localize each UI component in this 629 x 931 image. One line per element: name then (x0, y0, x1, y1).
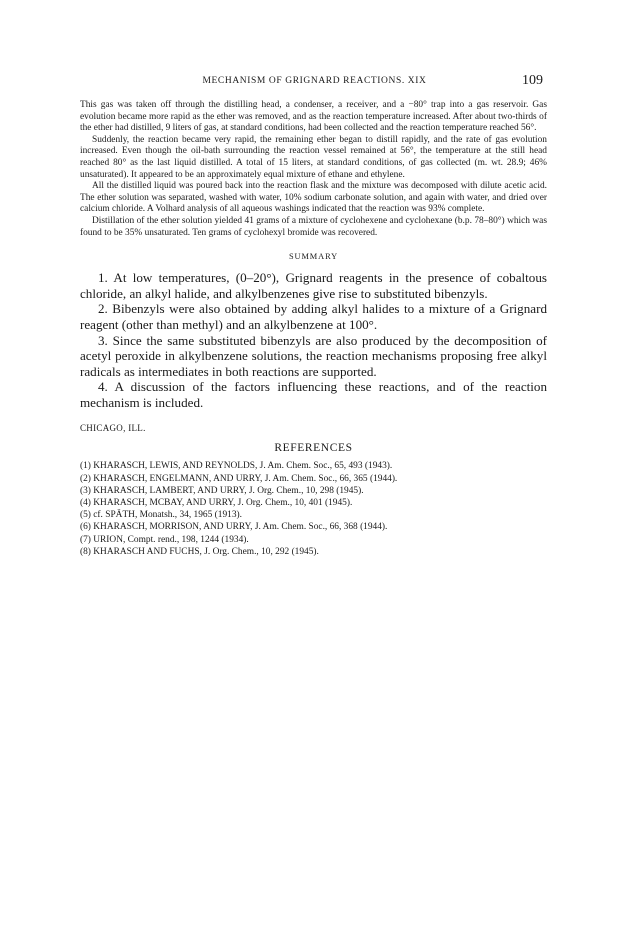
experimental-paragraph: This gas was taken off through the distilling head, a condenser, a receiver, and a −80° trap into a gas reservoir. Gas evolution became more rapid as the ether was removed, and as the reaction temperature increased. After about two-thirds of the ether had distilled, 9 liters of gas, at standard conditions, had been collected and the reaction temperature reached 56°. (80, 100, 547, 134)
reference-item: (4) KHARASCH, MCBAY, AND URRY, J. Org. Chem., 10, 401 (1945). (80, 498, 353, 509)
references-heading: REFERENCES (274, 442, 353, 455)
reference-item: (7) URION, Compt. rend., 198, 1244 (1934). (80, 534, 249, 545)
experimental-paragraph: Suddenly, the reaction became very rapid, the remaining ether began to distill rapidly, and the rate of gas evolution increased. Even though the oil-bath surrounding the reaction vessel remained at 56°, the temperature at the still head reached 80° as the last liquid distilled. A total of 15 liters, at standard conditions, of gas collected (m. wt. 28.9; 46% unsaturated). It appeared to be an approximately equal mixture of ethane and ethylene. (80, 134, 547, 180)
summary-item: 1. At low temperatures, (0–20°), Grignard reagents in the presence of cobaltous chloride, an alkyl halide, and alkylbenzenes give rise to substituted bibenzyls. (80, 270, 547, 301)
reference-item: (1) KHARASCH, LEWIS, AND REYNOLDS, J. Am. Chem. Soc., 65, 493 (1943). (80, 461, 393, 472)
reference-item: (8) KHARASCH AND FUCHS, J. Org. Chem., 10, 292 (1945). (80, 546, 319, 557)
page-header (80, 73, 549, 92)
summary-heading: SUMMARY (288, 252, 339, 262)
reference-item: (6) KHARASCH, MORRISON, AND URRY, J. Am. Chem. Soc., 66, 368 (1944). (80, 522, 388, 533)
summary-section (80, 252, 547, 410)
page-body (80, 100, 547, 558)
experimental-paragraph: All the distilled liquid was poured back into the reaction flask and the mixture was decomposed with dilute acetic acid. The ether solution was separated, washed with water, 10% sodium carbonate solution, and again with water, and dried over calcium chloride. A Volhard analysis of all aqueous washings indicated that the reaction was 93% complete. (80, 181, 547, 215)
running-title: MECHANISM OF GRIGNARD REACTIONS. XIX (202, 76, 427, 86)
references-section (80, 442, 547, 558)
summary-item: 2. Bibenzyls were also obtained by adding alkyl halides to a mixture of a Grignard reagent (other than methyl) and an alkylbenzene at 100°. (80, 301, 547, 332)
reference-item: (5) cf. SPÄTH, Monatsh., 34, 1965 (1913). (80, 510, 242, 521)
author-location: CHICAGO, ILL. (80, 423, 146, 434)
experimental-section (80, 100, 547, 239)
experimental-paragraph: Distillation of the ether solution yielded 41 grams of a mixture of cyclohexene and cyclohexane (b.p. 78–80°) which was found to be 35% unsaturated. Ten grams of cyclohexyl bromide was recovered. (80, 215, 547, 238)
page-number: 109 (522, 73, 543, 88)
reference-list (80, 460, 547, 558)
summary-item: 4. A discussion of the factors influencing these reactions, and of the reaction mechanism is included. (80, 379, 547, 410)
reference-item: (3) KHARASCH, LAMBERT, AND URRY, J. Org. Chem., 10, 298 (1945). (80, 485, 364, 496)
reference-item: (2) KHARASCH, ENGELMANN, AND URRY, J. Am. Chem. Soc., 66, 365 (1944). (80, 473, 398, 484)
summary-item: 3. Since the same substituted bibenzyls are also produced by the decomposition of acetyl peroxide in alkylbenzene solutions, the reaction mechanisms proposing free alkyl radicals as intermediates in both reactions are supported. (80, 332, 547, 379)
